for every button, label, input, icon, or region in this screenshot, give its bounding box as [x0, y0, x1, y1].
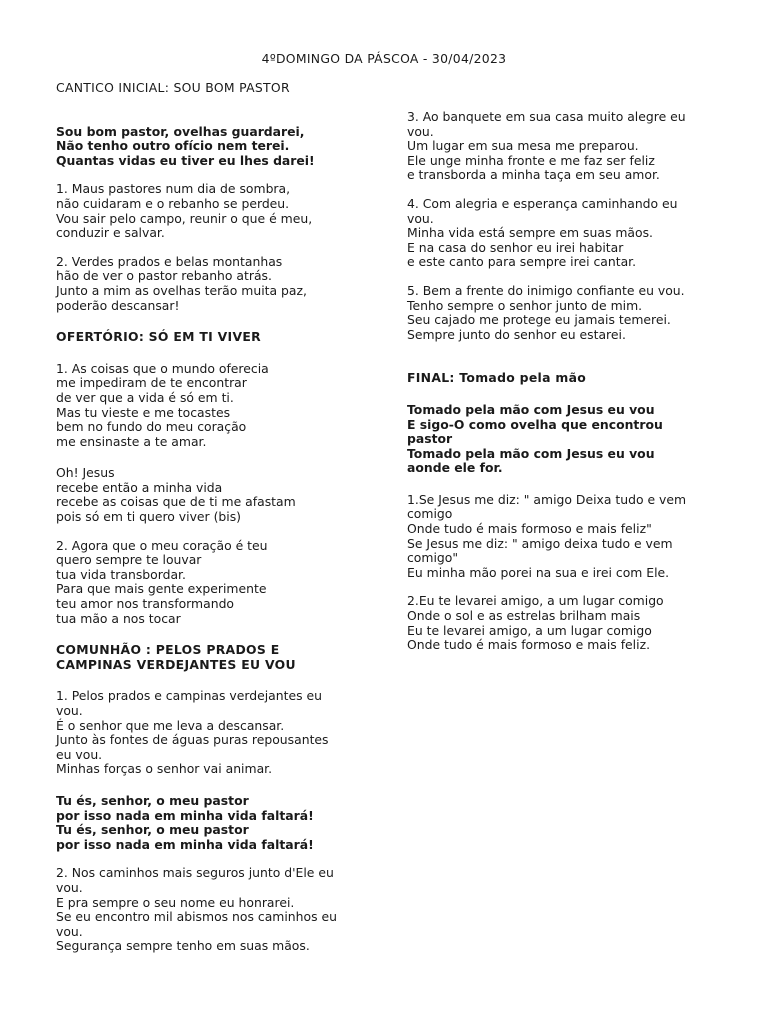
- comunhao-heading: [56, 643, 356, 672]
- lyric-line: e transborda a minha taça em seu amor.: [407, 167, 660, 183]
- lyric-line: aonde ele for.: [407, 460, 503, 476]
- lyric-line: Junto a mim as ovelhas terão muita paz,: [56, 282, 307, 298]
- lyric-line: 3. Ao banquete em sua casa muito alegre eu: [407, 109, 686, 124]
- comunhao-refrain: [56, 794, 356, 852]
- final-heading: FINAL: Tomado pela mão: [407, 370, 587, 386]
- left-column: [56, 81, 356, 954]
- lyric-line: 1.Se Jesus me diz: " amigo Deixa tudo e vem: [407, 491, 687, 507]
- lyric-line: vou.: [56, 879, 83, 895]
- lyric-line: vou.: [407, 123, 434, 139]
- lyric-line: Eu te levarei amigo, a um lugar comigo: [407, 622, 652, 638]
- lyric-line: Sempre junto do senhor eu estarei.: [407, 326, 626, 342]
- lyric-line: quero sempre te louvar: [56, 552, 202, 568]
- lyric-line: tua vida transbordar.: [56, 566, 186, 582]
- comunhao-verse-1: [56, 689, 356, 777]
- lyric-line: É o senhor que me leva a descansar.: [56, 717, 285, 733]
- lyric-line: Onde tudo é mais formoso e mais feliz.: [407, 637, 651, 653]
- lyric-line: 5. Bem a frente do inimigo confiante eu vou.: [407, 282, 685, 298]
- lyric-line: Seu cajado me protege eu jamais temerei.: [407, 312, 671, 328]
- comunhao-heading-line: COMUNHÃO : PELOS PRADOS E: [56, 642, 280, 658]
- lyric-line: pois só em ti quero viver (bis): [56, 509, 242, 525]
- comunhao-verse-2: [56, 866, 356, 954]
- lyric-line: Vou sair pelo campo, reunir o que é meu,: [56, 210, 313, 226]
- lyric-line: bem no fundo do meu coração: [56, 419, 247, 435]
- lyric-line: recebe então a minha vida: [56, 479, 223, 495]
- ofertorio-refrain: [56, 466, 356, 524]
- comunhao-heading-line: CAMPINAS VERDEJANTES EU VOU: [56, 656, 296, 672]
- cantico-inicial-verse-2: [56, 255, 356, 313]
- lyric-line: vou.: [56, 923, 83, 939]
- lyric-line: Mas tu vieste e me tocastes: [56, 404, 231, 420]
- cantico-inicial-heading: [56, 81, 356, 96]
- final-refrain: [407, 403, 707, 476]
- lyric-line: 2. Nos caminhos mais seguros junto d'Ele eu: [56, 865, 334, 881]
- lyric-line: vou.: [56, 703, 83, 718]
- lyric-line: hão de ver o pastor rebanho atrás.: [56, 268, 272, 284]
- lyric-line: Ele unge minha fronte e me faz ser feliz: [407, 152, 655, 168]
- lyric-line: não cuidaram e o rebanho se perdeu.: [56, 195, 290, 211]
- lyric-line: comigo": [407, 550, 459, 566]
- lyric-line: Quantas vidas eu tiver eu lhes darei!: [56, 152, 315, 168]
- ofertorio-verse-1: [56, 362, 356, 450]
- page-title: 4ºDOMINGO DA PÁSCOA - 30/04/2023: [261, 51, 507, 66]
- lyric-line: Junto às fontes de águas puras repousantes: [56, 732, 329, 748]
- lyric-line: comigo: [407, 506, 453, 522]
- lyric-line: me impediram de te encontrar: [56, 375, 247, 391]
- lyric-line: Tomado pela mão com Jesus eu vou: [407, 401, 655, 417]
- comunhao-verse-5: [407, 284, 707, 342]
- lyric-line: vou.: [407, 210, 434, 226]
- lyric-line: poderão descansar!: [56, 297, 180, 313]
- comunhao-verse-4: [407, 197, 707, 270]
- lyric-line: 1. Pelos prados e campinas verdejantes eu: [56, 688, 322, 704]
- lyric-line: conduzir e salvar.: [56, 225, 165, 241]
- final-verse-1: [407, 493, 707, 581]
- lyric-line: Segurança sempre tenho em suas mãos.: [56, 938, 310, 954]
- comunhao-verse-3: [407, 110, 707, 183]
- lyric-line: pastor: [407, 431, 453, 447]
- lyric-line: Sou bom pastor, ovelhas guardarei,: [56, 123, 305, 139]
- lyric-line: por isso nada em minha vida faltará!: [56, 807, 314, 823]
- lyric-line: Oh! Jesus: [56, 465, 115, 481]
- lyric-line: de ver que a vida é só em ti.: [56, 389, 234, 405]
- lyric-line: me ensinaste a te amar.: [56, 433, 207, 449]
- lyric-line: Tomado pela mão com Jesus eu vou: [407, 445, 655, 461]
- lyric-line: Minhas forças o senhor vai animar.: [56, 761, 273, 777]
- cantico-inicial-refrain: [56, 125, 356, 169]
- cantico-inicial-verse-1: [56, 182, 356, 240]
- lyric-line: Se eu encontro mil abismos nos caminhos eu: [56, 909, 337, 925]
- lyric-line: Se Jesus me diz: " amigo deixa tudo e vem: [407, 535, 673, 551]
- lyric-line: recebe as coisas que de ti me afastam: [56, 494, 296, 510]
- lyric-line: eu vou.: [56, 746, 103, 762]
- lyric-line: 2. Verdes prados e belas montanhas: [56, 253, 283, 269]
- final-verse-2: [407, 594, 707, 652]
- lyric-line: E sigo-O como ovelha que encontrou: [407, 416, 663, 432]
- right-column: [407, 110, 707, 653]
- lyric-line: tua mão a nos tocar: [56, 610, 181, 626]
- lyric-line: Eu minha mão porei na sua e irei com Ele.: [407, 564, 670, 580]
- lyric-line: teu amor nos transformando: [56, 596, 235, 612]
- lyric-line: e este canto para sempre irei cantar.: [407, 254, 637, 270]
- lyric-line: Tu és, senhor, o meu pastor: [56, 792, 249, 808]
- lyric-line: Onde o sol e as estrelas brilham mais: [407, 608, 641, 624]
- lyric-line: Tu és, senhor, o meu pastor: [56, 822, 249, 838]
- cantico-inicial-label: CANTICO INICIAL: [56, 80, 165, 95]
- lyric-line: E na casa do senhor eu irei habitar: [407, 239, 624, 255]
- lyric-line: E pra sempre o seu nome eu honrarei.: [56, 894, 295, 910]
- lyric-line: 1. Maus pastores num dia de sombra,: [56, 181, 291, 197]
- lyric-line: 4. Com alegria e esperança caminhando eu: [407, 195, 678, 211]
- cantico-inicial-title: : SOU BOM PASTOR: [164, 80, 290, 95]
- lyric-line: 1. As coisas que o mundo oferecia: [56, 360, 269, 376]
- lyric-line: 2. Agora que o meu coração é teu: [56, 537, 268, 553]
- ofertorio-verse-2: [56, 539, 356, 627]
- lyric-line: por isso nada em minha vida faltará!: [56, 836, 314, 852]
- ofertorio-heading: OFERTÓRIO: SÓ EM TI VIVER: [56, 329, 261, 345]
- lyric-line: Para que mais gente experimente: [56, 581, 267, 597]
- lyric-line: Não tenho outro ofício nem terei.: [56, 138, 290, 154]
- lyric-line: Um lugar em sua mesa me preparou.: [407, 138, 639, 154]
- lyric-line: Minha vida está sempre em suas mãos.: [407, 225, 653, 241]
- lyric-line: Onde tudo é mais formoso e mais feliz": [407, 521, 652, 537]
- lyric-line: Tenho sempre o senhor junto de mim.: [407, 297, 643, 313]
- lyric-line: 2.Eu te levarei amigo, a um lugar comigo: [407, 593, 664, 609]
